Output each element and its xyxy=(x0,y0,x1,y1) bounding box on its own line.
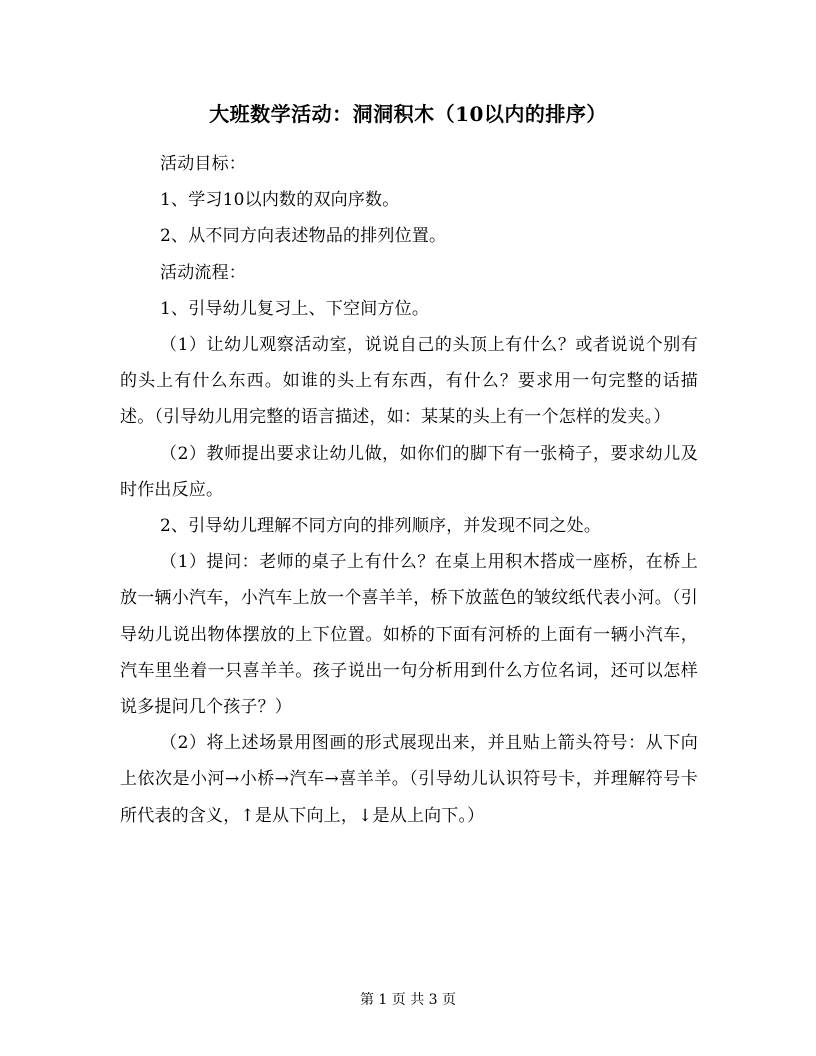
document-title: 大班数学活动：洞洞积木（10以内的排序） xyxy=(209,102,607,126)
page-number-footer: 第 1 页 共 3 页 xyxy=(359,992,457,1008)
paragraph-step-1: 1、引导幼儿复习上、下空间方位。 xyxy=(160,298,430,319)
paragraph-step-2: 2、引导幼儿理解不同方向的排列顺序，并发现不同之处。 xyxy=(160,516,602,537)
paragraph-goal-2: 2、从不同方向表述物品的排列位置。 xyxy=(160,226,447,247)
paragraph-goal-1: 1、学习10以内数的双向序数。 xyxy=(160,190,400,211)
paragraph-goals-heading: 活动目标： xyxy=(160,154,246,174)
paragraph-process-heading: 活动流程： xyxy=(160,262,246,283)
paragraph-step-2-sub-1: （1）提问：老师的桌子上有什么？在桌上用积木搭成一座桥，在桥上放一辆小汽车，小汽车上放一个喜羊羊，桥下放蓝色的皱纹纸代表小河。（引导幼儿说出物体摆放的上下位置。如桥的下面有河桥的上面有一辆小汽车，汽车里坐着一只喜羊羊。孩子说出一句分析用到什么方位名词，还可以怎样说多提问几个孩子？） xyxy=(120,552,698,718)
paragraph-step-1-sub-2: （2）教师提出要求让幼儿做，如你们的脚下有一张椅子，要求幼儿及时作出反应。 xyxy=(120,443,698,500)
document-body xyxy=(120,146,698,834)
paragraph-step-2-sub-2: （2）将上述场景用图画的形式展现出来，并且贴上箭头符号：从下向上依次是小河→小桥→汽车→喜羊羊。（引导幼儿认识符号卡，并理解符号卡所代表的含义，↑是从下向上，↓是从上向下。） xyxy=(120,733,698,826)
paragraph-step-1-sub-1: （1）让幼儿观察活动室，说说自己的头顶上有什么？或者说说个别有的头上有什么东西。如谁的头上有东西，有什么？要求用一句完整的话描述。（引导幼儿用完整的语言描述，如：某某的头上有一个怎样的发夹。） xyxy=(120,335,698,428)
